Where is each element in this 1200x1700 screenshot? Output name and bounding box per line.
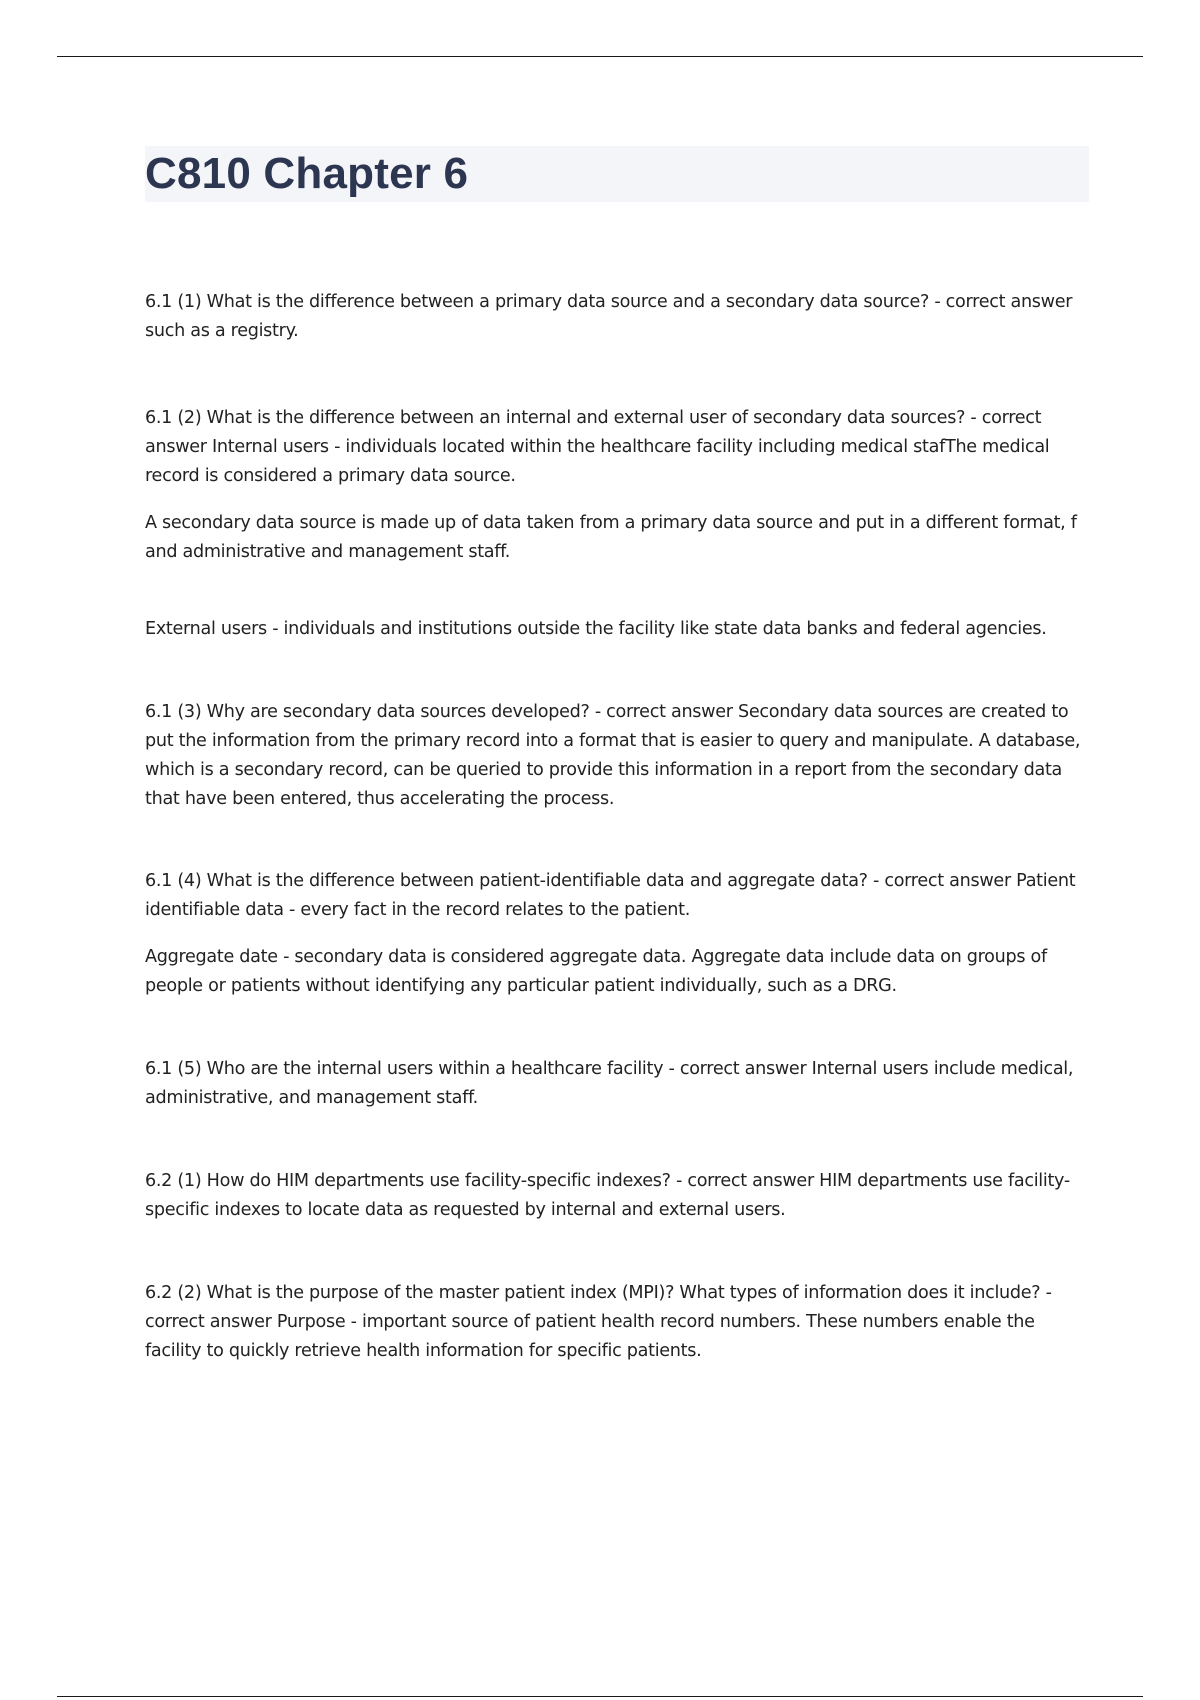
qa-item — [145, 867, 1089, 1001]
qa-paragraph: 6.2 (1) How do HIM departments use facility-specific indexes? - correct answer HIM departments use facility-specific indexes to locate data as requested by internal and external users. — [145, 1171, 1070, 1220]
bottom-rule — [57, 1696, 1143, 1697]
qa-item — [145, 288, 1089, 346]
qa-item — [145, 404, 1089, 567]
qa-item — [145, 1055, 1089, 1113]
top-rule — [57, 56, 1143, 57]
qa-paragraph: 6.2 (2) What is the purpose of the master patient index (MPI)? What types of information does it include? - correct answer Purpose - important source of patient health record numbers. These numbers enable the facility to quickly retrieve health information for specific patients. — [145, 1283, 1052, 1361]
qa-paragraph: 6.1 (5) Who are the internal users within a healthcare facility - correct answer Internal users include medical, administrative, and management staff. — [145, 1059, 1074, 1108]
qa-paragraph: 6.1 (1) What is the difference between a primary data source and a secondary data source? - correct answer such as a registry. — [145, 292, 1073, 341]
qa-item — [145, 698, 1089, 814]
qa-paragraph: 6.1 (4) What is the difference between patient-identifiable data and aggregate data? - correct answer Patient identifiable data - every fact in the record relates to the patient. — [145, 871, 1076, 920]
qa-paragraph: External users - individuals and institutions outside the facility like state data banks and federal agencies. — [145, 619, 1047, 639]
qa-paragraph: Aggregate date - secondary data is considered aggregate data. Aggregate data include data on groups of people or patients without identifying any particular patient individually, such as a DRG. — [145, 947, 1047, 996]
document-body — [145, 288, 1089, 1424]
qa-paragraph: 6.1 (2) What is the difference between an internal and external user of secondary data sources? - correct answer Internal users - individuals located within the healthcare facility including medical stafThe medical record is considered a primary data source. — [145, 408, 1050, 486]
qa-paragraph: A secondary data source is made up of data taken from a primary data source and put in a different format, f and administrative and management staff. — [145, 513, 1077, 562]
qa-item — [145, 615, 1089, 644]
qa-paragraph: 6.1 (3) Why are secondary data sources developed? - correct answer Secondary data sources are created to put the information from the primary record into a format that is easier to query and manipulate. A database, which is a secondary record, can be queried to provide this information in a report from the secondary data that have been entered, thus accelerating the process. — [145, 702, 1081, 809]
qa-item — [145, 1279, 1089, 1366]
qa-item — [145, 1167, 1089, 1225]
document-title: C810 Chapter 6 — [145, 149, 469, 198]
title-band — [145, 146, 1089, 202]
